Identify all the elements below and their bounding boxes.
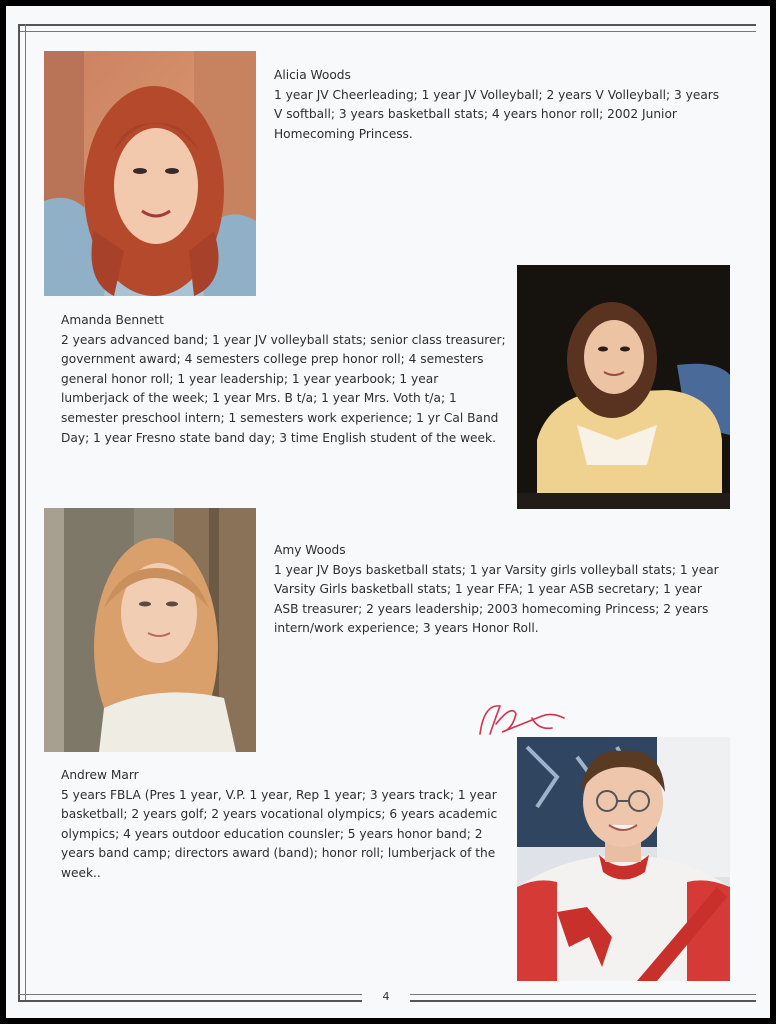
student-entry-andrew-marr <box>61 766 506 884</box>
bottom-border-rule-left <box>18 994 362 1002</box>
student-entry-amy-woods <box>274 541 724 639</box>
bottom-border-rule-right <box>410 994 756 1002</box>
student-name: Amy Woods <box>274 543 346 557</box>
student-bio: 2 years advanced band; 1 year JV volleyball stats; senior class treasurer; government award; 4 semesters college prep honor roll; 4 semesters general honor roll; 1 year leadership; 1 year yearbook; 1 year lumberjack of the week; 1 year Mrs. B t/a; 1 year Mrs. Voth t/a; 1 semester preschool intern; 1 semesters work experience; 1 yr Cal Band Day; 1 year Fresno state band day; 3 time English student of the week. <box>61 332 506 445</box>
student-entry-alicia-woods <box>274 66 726 144</box>
top-border-rule <box>18 24 756 32</box>
student-bio: 1 year JV Cheerleading; 1 year JV Volleyball; 2 years V Volleyball; 3 years V softball; 3 years basketball stats; 4 years honor roll; 2002 Junior Homecoming Princess. <box>274 87 720 141</box>
yearbook-page <box>6 6 770 1018</box>
student-name: Andrew Marr <box>61 768 139 782</box>
student-name: Amanda Bennett <box>61 313 164 327</box>
student-bio: 5 years FBLA (Pres 1 year, V.P. 1 year, Rep 1 year; 3 years track; 1 year basketball; 2 years golf; 2 years vocational olympics; 6 years academic olympics; 4 years outdoor education counsler; 5 years honor band; 2 years band camp; directors award (band); honor roll; lumberjack of the week.. <box>61 787 498 880</box>
left-border-rule <box>18 24 26 1000</box>
portrait-photo-amy-woods <box>44 508 256 752</box>
student-name: Alicia Woods <box>274 68 351 82</box>
portrait-photo-alicia-woods <box>44 51 256 296</box>
portrait-photo-amanda-bennett <box>517 265 730 509</box>
portrait-photo-andrew-marr <box>517 737 730 981</box>
page-number: 4 <box>382 990 390 1003</box>
student-bio: 1 year JV Boys basketball stats; 1 yar Varsity girls volleyball stats; 1 year Varsity Girls basketball stats; 1 year FFA; 1 year ASB secretary; 1 year ASB treasurer; 2 years leadership; 2003 homecoming Princess; 2 years intern/work experience; 3 years Honor Roll. <box>274 562 719 636</box>
student-entry-amanda-bennett <box>61 311 506 448</box>
